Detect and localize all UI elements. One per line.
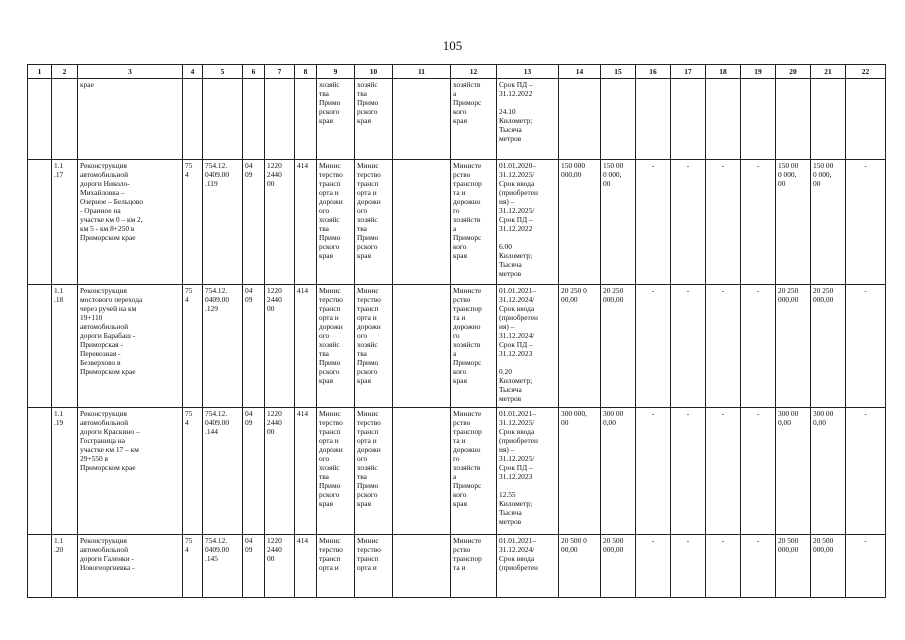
table-cell: 754.12. 0409.00 .129 bbox=[203, 285, 243, 408]
table-cell: 04 09 bbox=[243, 160, 265, 285]
table-cell: 1220 2440 00 bbox=[265, 285, 295, 408]
table-cell: - bbox=[636, 160, 671, 285]
table-cell: Реконструкция мостового перехода через ручей на км 19+110 автомобильной дороги Барабаш - Приморская - Перевозная - Безверхово в Приморском крае bbox=[78, 285, 183, 408]
table-cell: - bbox=[846, 160, 886, 285]
table-cell: 300 000, 00 bbox=[559, 408, 601, 535]
table-cell: - bbox=[846, 535, 886, 598]
table-cell: - bbox=[846, 408, 886, 535]
table-cell: 01.01.2021– 31.12.2025/ Срок ввода (приобретен ия) – 31.12.2025/ Срок ПД – 31.12.2023 12.55 Километр; Тысяча метров bbox=[497, 408, 559, 535]
column-header: 13 bbox=[497, 65, 559, 79]
column-header: 17 bbox=[671, 65, 706, 79]
column-header: 12 bbox=[451, 65, 497, 79]
table-cell bbox=[393, 408, 451, 535]
table-cell bbox=[183, 79, 203, 160]
table-cell: - bbox=[636, 408, 671, 535]
table-cell bbox=[559, 79, 601, 160]
table-cell bbox=[741, 79, 776, 160]
table-cell: 150 000 000,00 bbox=[559, 160, 601, 285]
table-cell: 150 00 0 000, 00 bbox=[776, 160, 811, 285]
table-cell: 1220 2440 00 bbox=[265, 160, 295, 285]
table-cell: - bbox=[706, 160, 741, 285]
table-cell: - bbox=[706, 285, 741, 408]
column-header: 15 bbox=[601, 65, 636, 79]
column-header: 10 bbox=[355, 65, 393, 79]
table-cell: Минис терство трансп орта и дорожн ого хозяйс тва Примо рского края bbox=[317, 285, 355, 408]
table-cell: 04 09 bbox=[243, 535, 265, 598]
column-header: 1 bbox=[28, 65, 52, 79]
table-cell: - bbox=[741, 535, 776, 598]
table-cell bbox=[601, 79, 636, 160]
table-cell bbox=[393, 535, 451, 598]
table-cell: 01.01.2020– 31.12.2025/ Срок ввода (приобретен ия) – 31.12.2025/ Срок ПД – 31.12.2022 6.00 Километр; Тысяча метров bbox=[497, 160, 559, 285]
column-header: 4 bbox=[183, 65, 203, 79]
table-cell: 20 250 000,00 bbox=[601, 285, 636, 408]
column-header: 7 bbox=[265, 65, 295, 79]
table-row bbox=[28, 285, 886, 408]
table-cell: 20 500 000,00 bbox=[811, 535, 846, 598]
table-row bbox=[28, 408, 886, 535]
table-cell: 1.1 .17 bbox=[52, 160, 78, 285]
table-cell: 20 250 000,00 bbox=[811, 285, 846, 408]
table-cell: 04 09 bbox=[243, 285, 265, 408]
table-cell: Реконструкция автомобильной дороги Николо- Михайловка – Озерное – Бельцово - Оранное на участке км 0 – км 2, км 5 - км 8+250 в Приморском крае bbox=[78, 160, 183, 285]
table-cell: 300 00 0,00 bbox=[601, 408, 636, 535]
table-cell bbox=[846, 79, 886, 160]
table-cell: 1220 2440 00 bbox=[265, 535, 295, 598]
table-cell: Минис терство трансп орта и дорожн ого хозяйс тва Примо рского края bbox=[355, 285, 393, 408]
table-cell: - bbox=[846, 285, 886, 408]
column-header: 6 bbox=[243, 65, 265, 79]
table-cell: 414 bbox=[295, 408, 317, 535]
table-cell: 75 4 bbox=[183, 160, 203, 285]
table-cell bbox=[28, 160, 52, 285]
table-cell bbox=[811, 79, 846, 160]
table-row bbox=[28, 535, 886, 598]
table-cell: - bbox=[636, 535, 671, 598]
column-header: 22 bbox=[846, 65, 886, 79]
program-table bbox=[27, 64, 886, 598]
column-header: 3 bbox=[78, 65, 183, 79]
column-header: 19 bbox=[741, 65, 776, 79]
table-cell bbox=[706, 79, 741, 160]
column-header: 9 bbox=[317, 65, 355, 79]
table-cell bbox=[393, 160, 451, 285]
table-cell: 1.1 .19 bbox=[52, 408, 78, 535]
table-cell: - bbox=[741, 160, 776, 285]
table-cell: Минис терство трансп орта и дорожн ого хозяйс тва Примо рского края bbox=[355, 408, 393, 535]
table-cell: 75 4 bbox=[183, 285, 203, 408]
table-cell bbox=[243, 79, 265, 160]
column-header: 20 bbox=[776, 65, 811, 79]
table-cell bbox=[28, 79, 52, 160]
table-cell: 414 bbox=[295, 535, 317, 598]
table-cell: Минис терство трансп орта и bbox=[317, 535, 355, 598]
table-cell: Реконструкция автомобильной дороги Галенки - Новогеоргиевка - bbox=[78, 535, 183, 598]
table-cell: - bbox=[671, 408, 706, 535]
table-cell: 1.1 .20 bbox=[52, 535, 78, 598]
table-cell: 1220 2440 00 bbox=[265, 408, 295, 535]
column-header: 8 bbox=[295, 65, 317, 79]
table-cell: Министе рство транспор та и дорожно го хозяйств а Приморс кого края bbox=[451, 408, 497, 535]
table-cell bbox=[28, 285, 52, 408]
table-cell: 75 4 bbox=[183, 535, 203, 598]
table-cell: 20 250 0 00,00 bbox=[559, 285, 601, 408]
table-cell: 300 00 0,00 bbox=[776, 408, 811, 535]
table-cell: 20 500 000,00 bbox=[601, 535, 636, 598]
table-cell: 754.12. 0409.00 .119 bbox=[203, 160, 243, 285]
table-cell: Министе рство транспор та и дорожно го хозяйств а Приморс кого края bbox=[451, 285, 497, 408]
table-cell: Реконструкция автомобильной дороги Краскино – Госграница на участке км 17 – км 29+550 в Приморском крае bbox=[78, 408, 183, 535]
table-cell: 754.12. 0409.00 .145 bbox=[203, 535, 243, 598]
column-header: 2 bbox=[52, 65, 78, 79]
table-cell: Минис терство трансп орта и дорожн ого хозяйс тва Примо рского края bbox=[317, 408, 355, 535]
table-cell: Минис терство трансп орта и дорожн ого хозяйс тва Примо рского края bbox=[355, 160, 393, 285]
table-cell bbox=[776, 79, 811, 160]
table-cell: - bbox=[671, 285, 706, 408]
table-row bbox=[28, 160, 886, 285]
table-cell bbox=[393, 285, 451, 408]
column-header: 14 bbox=[559, 65, 601, 79]
table-row bbox=[28, 79, 886, 160]
table-cell: 414 bbox=[295, 160, 317, 285]
table-cell: 1.1 .18 bbox=[52, 285, 78, 408]
table-cell: - bbox=[671, 535, 706, 598]
page-number: 105 bbox=[442, 38, 463, 53]
table-cell: - bbox=[706, 535, 741, 598]
table-cell: Министе рство транспор та и дорожно го хозяйств а Приморс кого края bbox=[451, 160, 497, 285]
table-cell: крае bbox=[78, 79, 183, 160]
table-cell: 150 00 0 000, 00 bbox=[811, 160, 846, 285]
table-cell: 414 bbox=[295, 285, 317, 408]
table-cell bbox=[265, 79, 295, 160]
table-cell: Минис терство трансп орта и дорожн ого хозяйс тва Примо рского края bbox=[317, 160, 355, 285]
table-cell: Минис терство трансп орта и bbox=[355, 535, 393, 598]
table-cell: - bbox=[636, 285, 671, 408]
table-cell: Срок ПД – 31.12.2022 24.10 Километр; Тысяча метров bbox=[497, 79, 559, 160]
header-row bbox=[28, 65, 886, 79]
table-cell: 04 09 bbox=[243, 408, 265, 535]
column-header: 18 bbox=[706, 65, 741, 79]
table-cell bbox=[52, 79, 78, 160]
table-cell bbox=[28, 535, 52, 598]
table-cell bbox=[203, 79, 243, 160]
table-cell: 01.01.2021– 31.12.2024/ Срок ввода (приобретен bbox=[497, 535, 559, 598]
column-header: 5 bbox=[203, 65, 243, 79]
table-cell: 754.12. 0409.00 .144 bbox=[203, 408, 243, 535]
column-header: 11 bbox=[393, 65, 451, 79]
table-cell bbox=[28, 408, 52, 535]
table-cell bbox=[671, 79, 706, 160]
table-cell bbox=[636, 79, 671, 160]
table-cell: хозяйс тва Примо рского края bbox=[317, 79, 355, 160]
table-cell bbox=[393, 79, 451, 160]
column-header: 21 bbox=[811, 65, 846, 79]
table-cell: Министе рство транспор та и bbox=[451, 535, 497, 598]
column-header: 16 bbox=[636, 65, 671, 79]
table-cell: 20 250 000,00 bbox=[776, 285, 811, 408]
table-cell bbox=[295, 79, 317, 160]
table-cell: - bbox=[671, 160, 706, 285]
table-cell: хозяйств а Приморс кого края bbox=[451, 79, 497, 160]
table-cell: 75 4 bbox=[183, 408, 203, 535]
table-cell: - bbox=[741, 408, 776, 535]
table-cell: - bbox=[706, 408, 741, 535]
table-cell: - bbox=[741, 285, 776, 408]
table-cell: 300 00 0,00 bbox=[811, 408, 846, 535]
table-cell: 01.01.2021– 31.12.2024/ Срок ввода (приобретен ия) – 31.12.2024/ Срок ПД – 31.12.2023 0.20 Километр; Тысяча метров bbox=[497, 285, 559, 408]
table-cell: 150 00 0 000, 00 bbox=[601, 160, 636, 285]
table-cell: хозяйс тва Примо рского края bbox=[355, 79, 393, 160]
table-cell: 20 500 0 00,00 bbox=[559, 535, 601, 598]
table-cell: 20 500 000,00 bbox=[776, 535, 811, 598]
